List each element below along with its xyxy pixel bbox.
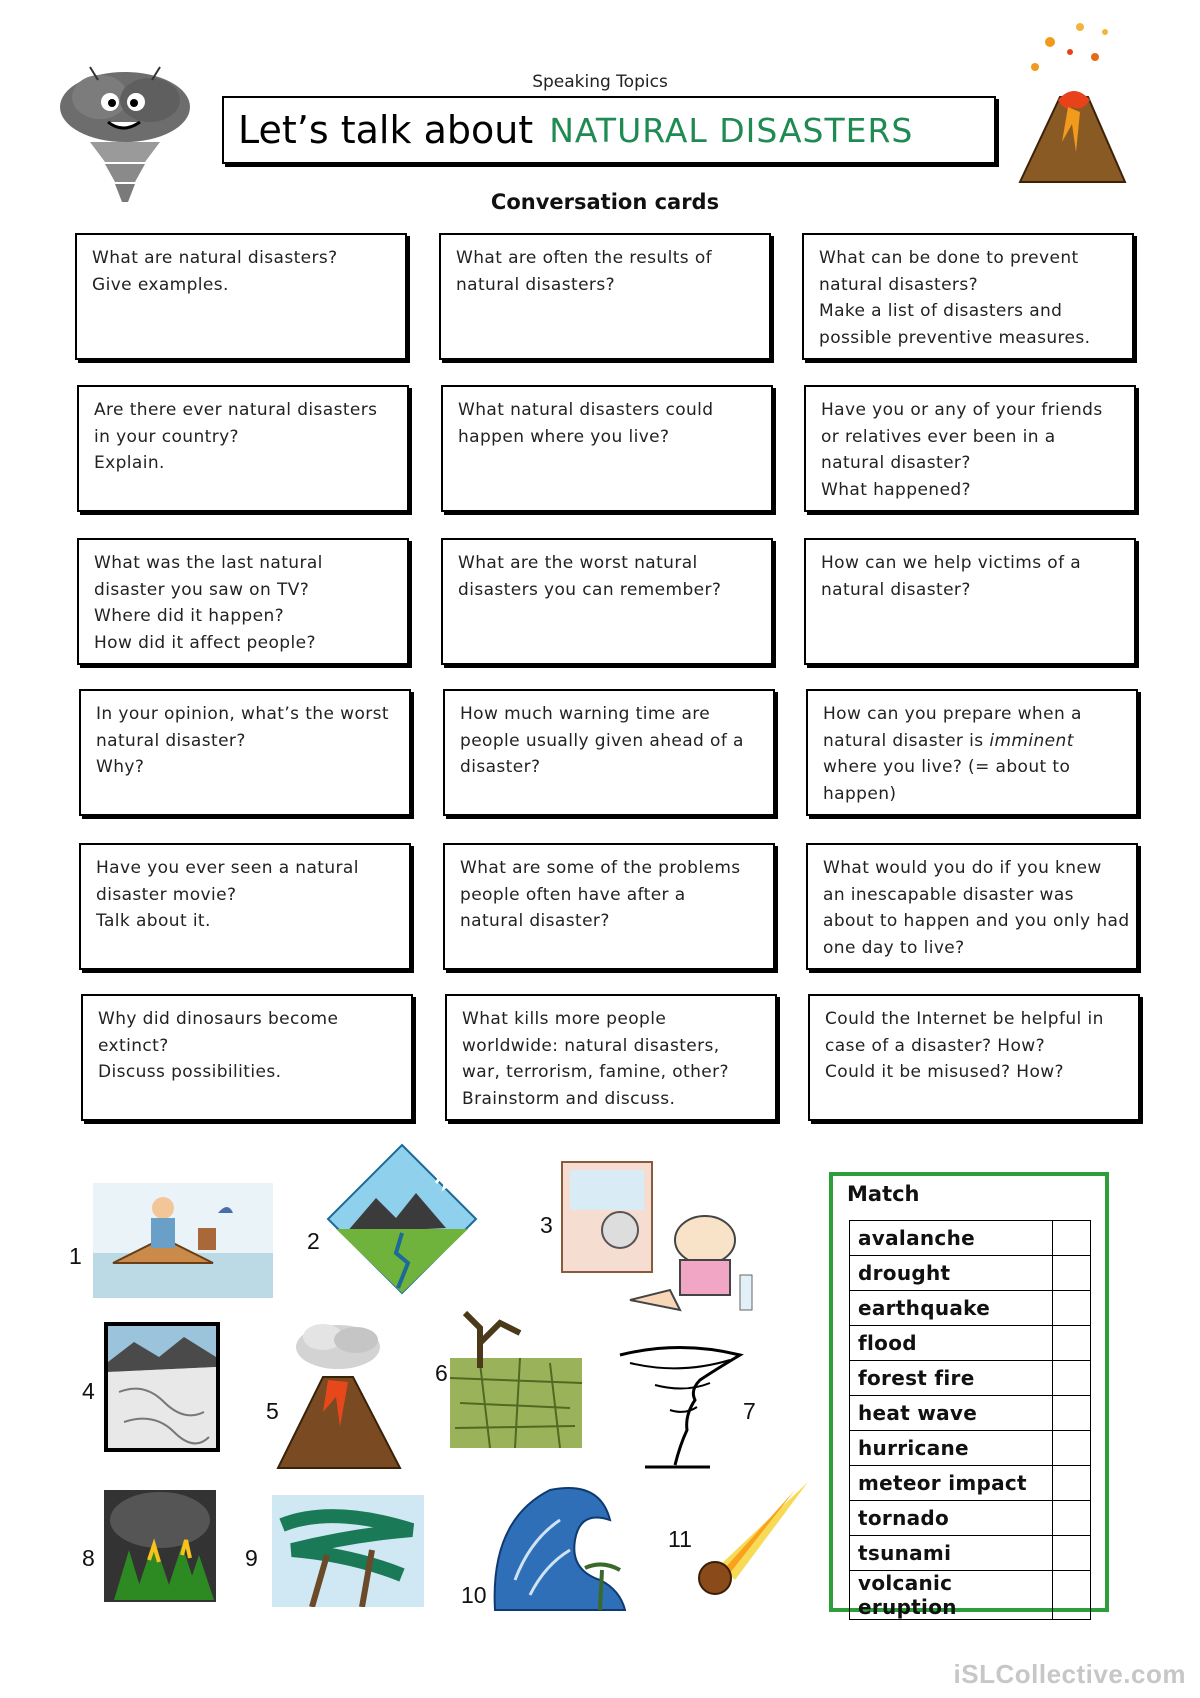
answer-blank[interactable] — [1053, 1256, 1091, 1291]
match-row — [850, 1571, 1091, 1620]
conversation-card — [804, 385, 1136, 512]
picture-number: 3 — [540, 1212, 553, 1238]
answer-blank[interactable] — [1053, 1326, 1091, 1361]
conversation-card — [77, 385, 409, 512]
conversation-card — [81, 994, 413, 1121]
card-line: Why did dinosaurs become — [98, 1009, 339, 1029]
card-line-text: natural disaster is — [823, 730, 984, 751]
picture-number: 5 — [266, 1398, 279, 1424]
card-line: Make a list of disasters and — [819, 301, 1063, 321]
conversation-card — [804, 538, 1136, 665]
drought-picture-icon — [450, 1308, 582, 1448]
card-line: about to happen and you only had — [823, 911, 1130, 931]
tsunami-picture-icon — [490, 1480, 630, 1615]
match-term: avalanche — [850, 1221, 1053, 1256]
match-row — [850, 1291, 1091, 1326]
card-line: in your country? — [94, 426, 239, 447]
card-line: natural disasters? — [819, 274, 979, 295]
picture-number: 6 — [435, 1360, 448, 1386]
card-line: What would you do if you knew — [823, 858, 1102, 878]
picture-number: 9 — [245, 1545, 258, 1571]
match-row — [850, 1326, 1091, 1361]
card-line: What can be done to prevent — [819, 248, 1079, 268]
card-line: Could it be misused? How? — [825, 1062, 1064, 1082]
match-term: flood — [850, 1326, 1053, 1361]
conversation-card — [445, 994, 777, 1121]
answer-blank[interactable] — [1053, 1501, 1091, 1536]
card-line: What kills more people — [462, 1009, 667, 1029]
conversation-card — [443, 689, 775, 816]
volcano-cartoon-icon — [1010, 12, 1130, 192]
meteor-picture-icon — [690, 1480, 810, 1600]
conversation-card — [439, 233, 771, 360]
card-line: case of a disaster? How? — [825, 1035, 1045, 1056]
card-line: Talk about it. — [96, 911, 211, 931]
answer-blank[interactable] — [1053, 1291, 1091, 1326]
avalanche-picture-icon — [104, 1322, 220, 1452]
card-line: Could the Internet be helpful in — [825, 1009, 1104, 1029]
card-line: How did it affect people? — [94, 632, 316, 653]
conversation-card — [77, 538, 409, 665]
card-line: natural disaster? — [821, 579, 971, 600]
conversation-card — [79, 689, 411, 816]
card-line: where you live? (= about to — [823, 757, 1071, 777]
card-line: Explain. — [94, 453, 165, 473]
match-row — [850, 1361, 1091, 1396]
card-line: disaster movie? — [96, 884, 237, 905]
conversation-card — [808, 994, 1140, 1121]
emphasized-word: imminent — [989, 730, 1074, 751]
card-line: Where did it happen? — [94, 606, 285, 626]
picture-number: 4 — [82, 1378, 95, 1404]
conversation-card — [802, 233, 1134, 360]
card-line: war, terrorism, famine, other? — [462, 1062, 729, 1082]
picture-number: 10 — [461, 1582, 487, 1608]
card-line: Have you ever seen a natural — [96, 858, 359, 878]
match-term: hurricane — [850, 1431, 1053, 1466]
match-row — [850, 1396, 1091, 1431]
match-row — [850, 1501, 1091, 1536]
conversation-card — [806, 689, 1138, 816]
heat-wave-picture-icon — [560, 1160, 760, 1320]
card-line: Discuss possibilities. — [98, 1062, 282, 1082]
match-term: tornado — [850, 1501, 1053, 1536]
card-line: disasters you can remember? — [458, 579, 722, 600]
conversation-card — [443, 843, 775, 970]
match-box — [829, 1172, 1109, 1619]
match-term: drought — [850, 1256, 1053, 1291]
card-line: possible preventive measures. — [819, 327, 1091, 348]
picture-number: 7 — [743, 1398, 756, 1424]
card-line: one day to live? — [823, 937, 965, 958]
card-line: Have you or any of your friends — [821, 400, 1103, 420]
picture-number: 8 — [82, 1545, 95, 1571]
conversation-card — [806, 843, 1138, 970]
watermark: iSLCollective.com — [953, 1659, 1186, 1689]
card-line: natural disasters? — [456, 274, 616, 295]
match-row — [850, 1256, 1091, 1291]
picture-number: 11 — [668, 1526, 692, 1552]
answer-blank[interactable] — [1053, 1466, 1091, 1501]
card-line: happen) — [823, 783, 897, 804]
card-line: Are there ever natural disasters — [94, 400, 378, 420]
card-line: worldwide: natural disasters, — [462, 1035, 720, 1056]
card-line: disaster? — [460, 757, 541, 777]
card-line: Why? — [96, 757, 145, 777]
card-line: extinct? — [98, 1035, 169, 1056]
card-line: disaster you saw on TV? — [94, 579, 310, 600]
card-line — [823, 728, 1124, 755]
title-prefix: Let’s talk about — [238, 108, 534, 152]
card-line: How can you prepare when a — [823, 704, 1082, 724]
volcano-picture-icon — [268, 1322, 408, 1470]
card-line: Brainstorm and discuss. — [462, 1088, 676, 1109]
card-line: an inescapable disaster was — [823, 884, 1074, 905]
conversation-card — [441, 538, 773, 665]
match-term: forest fire — [850, 1361, 1053, 1396]
card-line: or relatives ever been in a — [821, 426, 1056, 447]
tornado-picture-icon — [615, 1345, 745, 1470]
match-row — [850, 1466, 1091, 1501]
card-line: people often have after a — [460, 884, 686, 905]
card-line: In your opinion, what’s the worst — [96, 704, 389, 724]
card-line: What are the worst natural — [458, 553, 698, 573]
card-line: What natural disasters could — [458, 400, 714, 420]
title-topic: NATURAL DISASTERS — [549, 110, 914, 150]
conversation-card — [79, 843, 411, 970]
match-term: volcanic eruption — [850, 1571, 1053, 1620]
picture-number: 1 — [69, 1243, 82, 1269]
answer-blank[interactable] — [1053, 1431, 1091, 1466]
card-line: What are often the results of — [456, 248, 712, 268]
picture-number: 2 — [307, 1228, 320, 1254]
card-line: What are natural disasters? — [92, 248, 338, 268]
match-term: earthquake — [850, 1291, 1053, 1326]
match-row — [850, 1431, 1091, 1466]
flood-picture-icon — [93, 1183, 273, 1298]
answer-blank[interactable] — [1053, 1536, 1091, 1571]
answer-blank[interactable] — [1053, 1221, 1091, 1256]
page-title — [222, 96, 996, 164]
card-line: What are some of the problems — [460, 858, 741, 878]
match-term: meteor impact — [850, 1466, 1053, 1501]
conversation-card — [75, 233, 407, 360]
card-line: happen where you live? — [458, 426, 670, 447]
section-heading: Conversation cards — [490, 190, 720, 214]
hurricane-picture-icon — [272, 1495, 424, 1607]
card-line: How much warning time are — [460, 704, 711, 724]
card-line: natural disaster? — [821, 453, 971, 473]
page-subtitle: Speaking Topics — [532, 72, 668, 92]
answer-blank[interactable] — [1053, 1571, 1091, 1620]
match-term: heat wave — [850, 1396, 1053, 1431]
conversation-card — [441, 385, 773, 512]
card-line: natural disaster? — [460, 911, 610, 931]
answer-blank[interactable] — [1053, 1396, 1091, 1431]
card-line: natural disaster? — [96, 730, 246, 751]
match-row — [850, 1536, 1091, 1571]
forest-fire-picture-icon — [104, 1490, 216, 1602]
match-heading: Match — [847, 1182, 920, 1206]
card-line: How can we help victims of a — [821, 553, 1082, 573]
match-table — [849, 1220, 1091, 1620]
answer-blank[interactable] — [1053, 1361, 1091, 1396]
card-line: What was the last natural — [94, 553, 323, 573]
card-line: What happened? — [821, 479, 971, 500]
match-row — [850, 1221, 1091, 1256]
earthquake-picture-icon — [326, 1143, 478, 1295]
card-line: people usually given ahead of a — [460, 730, 744, 751]
card-line: Give examples. — [92, 274, 229, 295]
match-term: tsunami — [850, 1536, 1053, 1571]
